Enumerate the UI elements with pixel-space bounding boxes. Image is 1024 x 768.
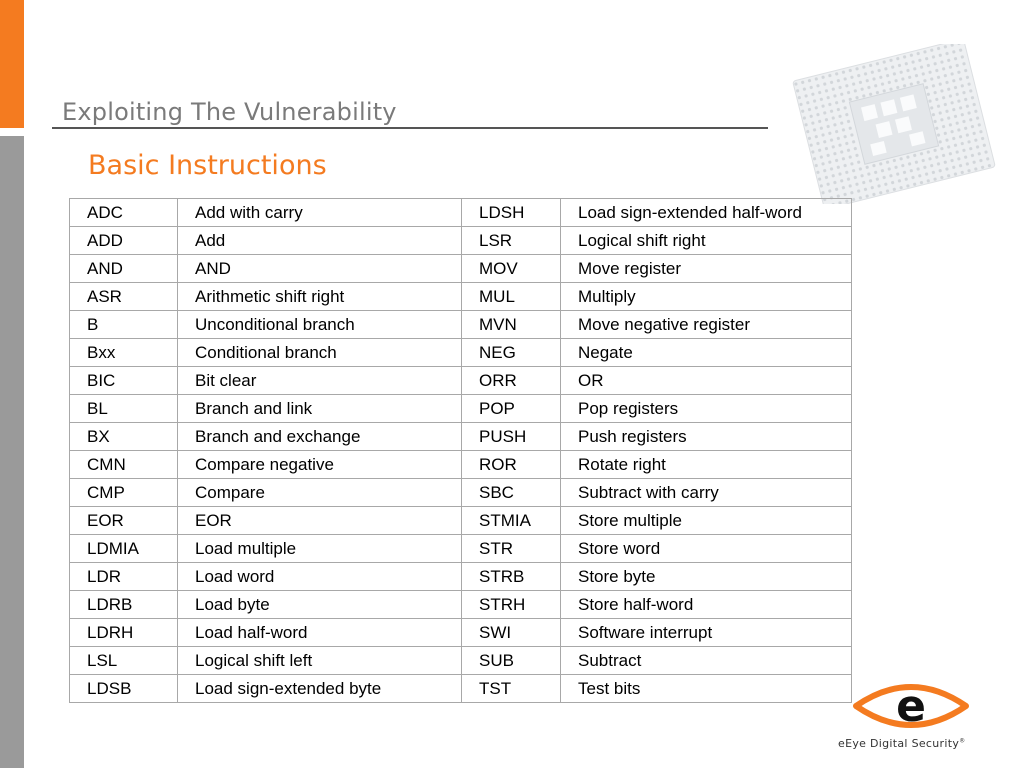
description-cell: Compare bbox=[178, 479, 462, 507]
instruction-table bbox=[69, 198, 852, 703]
table-row bbox=[70, 563, 852, 591]
description-cell: Store multiple bbox=[561, 507, 852, 535]
mnemonic-cell: LDMIA bbox=[70, 535, 178, 563]
logo-wordmark bbox=[838, 737, 965, 750]
table-row bbox=[70, 227, 852, 255]
description-cell: Unconditional branch bbox=[178, 311, 462, 339]
table-row bbox=[70, 283, 852, 311]
mnemonic-cell: ADD bbox=[70, 227, 178, 255]
description-cell: Logical shift left bbox=[178, 647, 462, 675]
mnemonic-cell: TST bbox=[462, 675, 561, 703]
mnemonic-cell: LDRH bbox=[70, 619, 178, 647]
mnemonic-cell: NEG bbox=[462, 339, 561, 367]
mnemonic-cell: PUSH bbox=[462, 423, 561, 451]
table-row bbox=[70, 367, 852, 395]
mnemonic-cell: SWI bbox=[462, 619, 561, 647]
slide-title: Exploiting The Vulnerability bbox=[62, 98, 397, 126]
mnemonic-cell: LDSB bbox=[70, 675, 178, 703]
description-cell: Bit clear bbox=[178, 367, 462, 395]
title-underline bbox=[52, 127, 768, 129]
description-cell: Conditional branch bbox=[178, 339, 462, 367]
description-cell: Load byte bbox=[178, 591, 462, 619]
mnemonic-cell: LDSH bbox=[462, 199, 561, 227]
mnemonic-cell: LSR bbox=[462, 227, 561, 255]
description-cell: Store byte bbox=[561, 563, 852, 591]
slide-subtitle: Basic Instructions bbox=[88, 150, 327, 181]
mnemonic-cell: BL bbox=[70, 395, 178, 423]
description-cell: Store half-word bbox=[561, 591, 852, 619]
description-cell: Load sign-extended byte bbox=[178, 675, 462, 703]
cpu-chip-icon bbox=[784, 44, 1004, 204]
mnemonic-cell: STR bbox=[462, 535, 561, 563]
mnemonic-cell: Bxx bbox=[70, 339, 178, 367]
mnemonic-cell: STMIA bbox=[462, 507, 561, 535]
mnemonic-cell: MUL bbox=[462, 283, 561, 311]
table-row bbox=[70, 507, 852, 535]
description-cell: Push registers bbox=[561, 423, 852, 451]
description-cell: Software interrupt bbox=[561, 619, 852, 647]
description-cell: Add bbox=[178, 227, 462, 255]
mnemonic-cell: ADC bbox=[70, 199, 178, 227]
table-row bbox=[70, 451, 852, 479]
mnemonic-cell: LSL bbox=[70, 647, 178, 675]
registered-mark: ® bbox=[959, 737, 966, 745]
mnemonic-cell: ROR bbox=[462, 451, 561, 479]
description-cell: AND bbox=[178, 255, 462, 283]
description-cell: Negate bbox=[561, 339, 852, 367]
description-cell: Add with carry bbox=[178, 199, 462, 227]
description-cell: Logical shift right bbox=[561, 227, 852, 255]
description-cell: Subtract bbox=[561, 647, 852, 675]
mnemonic-cell: STRH bbox=[462, 591, 561, 619]
description-cell: Arithmetic shift right bbox=[178, 283, 462, 311]
mnemonic-cell: B bbox=[70, 311, 178, 339]
table-row bbox=[70, 255, 852, 283]
description-cell: Load half-word bbox=[178, 619, 462, 647]
description-cell: Load sign-extended half-word bbox=[561, 199, 852, 227]
mnemonic-cell: LDRB bbox=[70, 591, 178, 619]
description-cell: Test bits bbox=[561, 675, 852, 703]
mnemonic-cell: ASR bbox=[70, 283, 178, 311]
mnemonic-cell: BIC bbox=[70, 367, 178, 395]
mnemonic-cell: STRB bbox=[462, 563, 561, 591]
description-cell: Pop registers bbox=[561, 395, 852, 423]
table-row bbox=[70, 199, 852, 227]
accent-bar-orange bbox=[0, 0, 24, 128]
description-cell: Subtract with carry bbox=[561, 479, 852, 507]
table-row bbox=[70, 423, 852, 451]
mnemonic-cell: AND bbox=[70, 255, 178, 283]
mnemonic-cell: EOR bbox=[70, 507, 178, 535]
table-row bbox=[70, 535, 852, 563]
logo-text: eEye Digital Security bbox=[838, 737, 960, 750]
description-cell: Branch and exchange bbox=[178, 423, 462, 451]
table-row bbox=[70, 339, 852, 367]
mnemonic-cell: CMN bbox=[70, 451, 178, 479]
table-row bbox=[70, 311, 852, 339]
eeye-eye-logo bbox=[852, 676, 970, 736]
description-cell: Multiply bbox=[561, 283, 852, 311]
description-cell: OR bbox=[561, 367, 852, 395]
mnemonic-cell: BX bbox=[70, 423, 178, 451]
mnemonic-cell: SUB bbox=[462, 647, 561, 675]
description-cell: Move negative register bbox=[561, 311, 852, 339]
mnemonic-cell: MVN bbox=[462, 311, 561, 339]
table-row bbox=[70, 591, 852, 619]
mnemonic-cell: LDR bbox=[70, 563, 178, 591]
mnemonic-cell: MOV bbox=[462, 255, 561, 283]
table-row bbox=[70, 479, 852, 507]
table-row bbox=[70, 619, 852, 647]
svg-text:e: e bbox=[896, 681, 926, 732]
mnemonic-cell: CMP bbox=[70, 479, 178, 507]
accent-bar-gray bbox=[0, 136, 24, 768]
description-cell: EOR bbox=[178, 507, 462, 535]
description-cell: Move register bbox=[561, 255, 852, 283]
table-row bbox=[70, 395, 852, 423]
description-cell: Branch and link bbox=[178, 395, 462, 423]
table-row bbox=[70, 647, 852, 675]
mnemonic-cell: SBC bbox=[462, 479, 561, 507]
mnemonic-cell: ORR bbox=[462, 367, 561, 395]
table-row bbox=[70, 675, 852, 703]
description-cell: Compare negative bbox=[178, 451, 462, 479]
description-cell: Rotate right bbox=[561, 451, 852, 479]
description-cell: Store word bbox=[561, 535, 852, 563]
description-cell: Load word bbox=[178, 563, 462, 591]
description-cell: Load multiple bbox=[178, 535, 462, 563]
mnemonic-cell: POP bbox=[462, 395, 561, 423]
